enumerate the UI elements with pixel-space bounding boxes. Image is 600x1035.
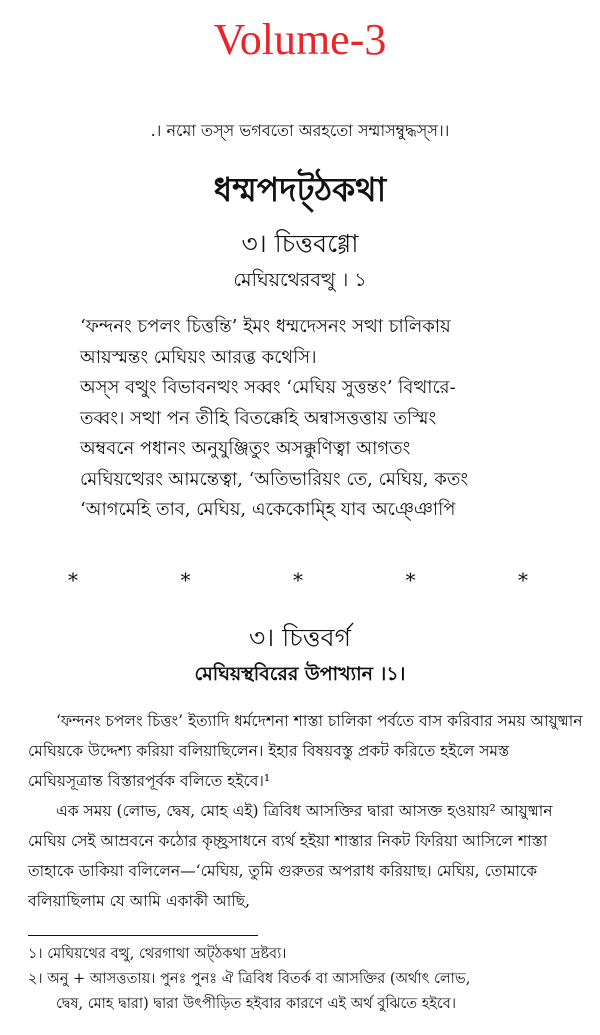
bengali-paragraph: ‘ফন্দনং চপলং চিত্তং’ ইত্যাদি ধর্মদেশনা শাস্তা চালিকা পর্বতে বাস করিবার সময় আয়ুষ্মান মেঘিয়কে উদ্দেশ্য করিয়া বলিয়াছিলেন। ইহার বিষয়বস্তু প্রকট করিতে হইলে সমস্ত মেঘিয়সূত্রান্ত বিস্তারপূর্বক বলিতে হইবে।¹ bbox=[28, 712, 583, 790]
separator-star: * bbox=[293, 568, 303, 592]
pali-line: অস্স বত্থুং বিভাবনত্থং সব্বং ‘মেঘিয় সুত্তন্তং’ বিত্থারে- bbox=[80, 377, 456, 398]
bengali-chapter-title: ৩। চিত্তবর্গ bbox=[249, 623, 351, 652]
separator-star: * bbox=[180, 568, 191, 592]
book-title: ধম্মপদট্ঠকথা bbox=[213, 170, 387, 209]
bengali-text bbox=[28, 706, 588, 916]
section-separator bbox=[68, 568, 528, 592]
invocation-line: .। নমো তস্স ভগবতো অরহতো সম্মাসম্বুদ্ধস্স।। bbox=[150, 121, 450, 140]
bengali-paragraph: এক সময় (লোভ, দ্বেষ, মোহ এই) ত্রিবিধ আসক্তির দ্বারা আসক্ত হওয়ায়² আয়ুষ্মান মেঘিয় সেই আম্রবনে কঠোর কৃচ্ছ্রসাধনে ব্যর্থ হইয়া শাস্তার নিকট ফিরিয়া আসিলে শাস্তা তাহাকে ডাকিয়া বলিলেন—‘মেঘিয়, তুমি গুরুতর অপরাধ করিয়াছ। মেঘিয়, তোমাকে বলিয়াছিলাম যে আমি একাকী আছি, bbox=[28, 802, 553, 910]
pali-line: অম্ববনে পধানং অনুযুঞ্জিতুং অসক্কুণিত্বা আগতং bbox=[80, 438, 411, 459]
pali-chapter-title: ৩। চিত্তবগ্গো bbox=[241, 229, 359, 258]
footnotes bbox=[28, 942, 588, 1017]
pali-line: আয়স্মন্তং মেঘিয়ং আরব্ভ কথেসি। bbox=[80, 346, 317, 368]
footnote-2-continuation: দ্বেষ, মোহ দ্বারা) দ্বারা উৎপীড়িত হইবার কারণে এই অর্থ বুঝিতে হইবে। bbox=[56, 996, 457, 1012]
pali-text bbox=[80, 312, 550, 526]
footnote-2: ২। অনু + আসত্ততায়। পুনঃ পুনঃ ঐ ত্রিবিধ বিতর্ক বা আসক্তির (অর্থাৎ লোভ, bbox=[28, 971, 471, 987]
footnote-1: ১। মেঘিয়থের বত্থু, থেরগাথা অট্‌ঠকথা দ্রষ্টব্য। bbox=[28, 946, 287, 962]
separator-star: * bbox=[68, 568, 78, 592]
pali-line: তব্বং। সত্থা পন তীহি বিতক্কেহি অন্বাসত্তত্তায় তস্মিং bbox=[80, 407, 437, 429]
separator-star: * bbox=[405, 568, 416, 592]
pali-line: মেঘিয়ত্থেরং আমন্তেত্বা, ‘অতিভারিয়ং তে, মেঘিয়, কতং bbox=[80, 468, 469, 490]
pali-story-title: মেঘিয়থেরবত্থু । ১ bbox=[233, 269, 367, 291]
bengali-story-title: মেঘিয়স্থবিরের উপাখ্যান ।১। bbox=[194, 663, 406, 685]
footnote-divider bbox=[28, 935, 258, 936]
pali-line: ‘ফন্দনং চপলং চিত্তন্তি’ ইমং ধম্মদেসনং সত্থা চালিকায় bbox=[80, 316, 451, 337]
separator-star: * bbox=[518, 568, 528, 592]
volume-label: Volume-3 bbox=[213, 15, 387, 64]
pali-line: ‘আগমেহি তাব, মেঘিয়, একেকোম্হি যাব অঞ্ঞোপি bbox=[80, 499, 456, 520]
